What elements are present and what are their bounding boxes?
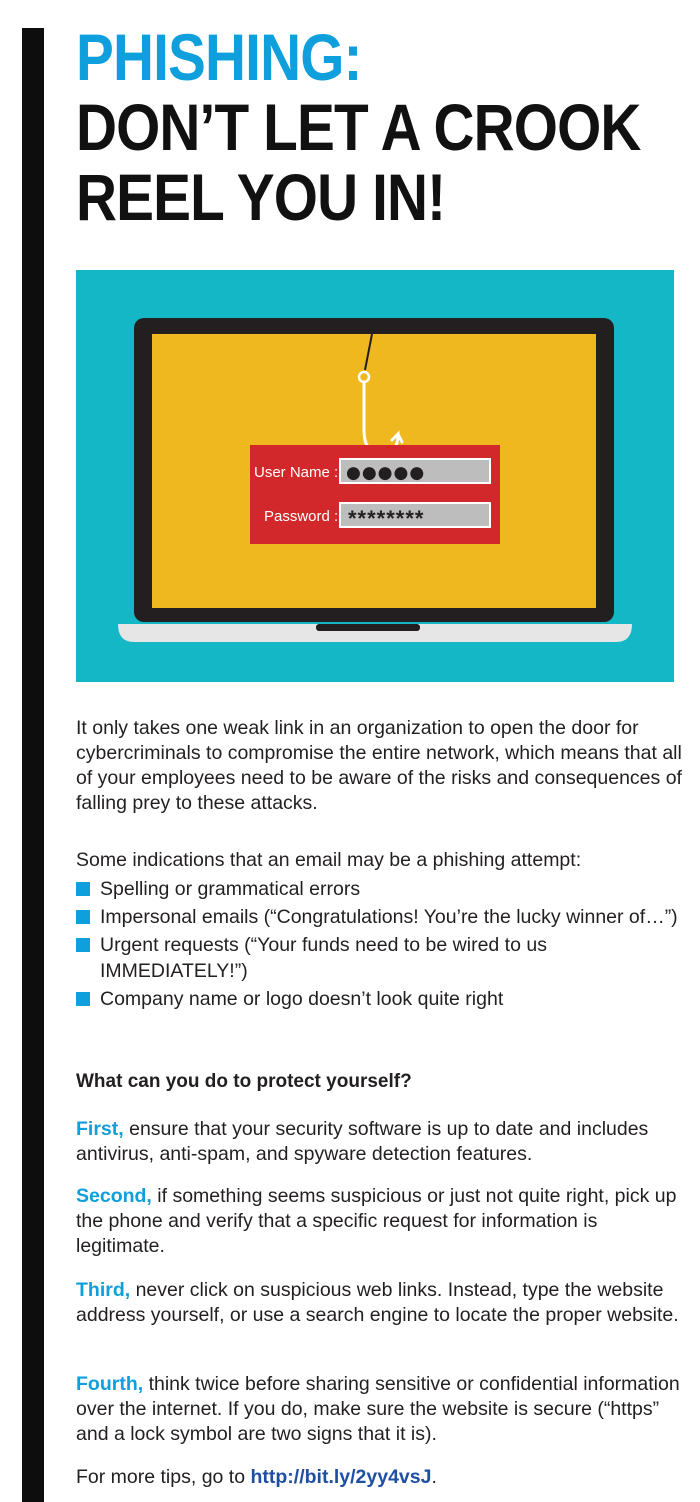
bullet-square-icon [76, 882, 90, 896]
more-tips [76, 1465, 437, 1490]
intro-paragraph: It only takes one weak link in an organization to open the door for cybercriminals to compromise the entire network, which means that all of your employees need to be aware of the risks and consequences of falling prey to these attacks. [76, 717, 682, 814]
title-line-3: REEL YOU IN! [76, 160, 446, 234]
list-item: Impersonal emails (“Congratulations! You’re the lucky winner of…”) [76, 904, 686, 930]
tip-lead: Second, [76, 1185, 152, 1207]
tip-first [76, 1117, 686, 1167]
indications-intro: Some indications that an email may be a phishing attempt: [76, 849, 582, 871]
page-title [76, 22, 696, 232]
more-tips-prefix: For more tips, go to [76, 1466, 251, 1488]
bullet-square-icon [76, 910, 90, 924]
tip-text: ensure that your security software is up to date and includes antivirus, anti-spam, and spyware detection features. [76, 1118, 649, 1165]
tip-lead: First, [76, 1118, 124, 1140]
list-item: Spelling or grammatical errors [76, 876, 686, 902]
tip-lead: Fourth, [76, 1373, 144, 1395]
title-line-1: PHISHING: [76, 20, 362, 94]
bullet-square-icon [76, 938, 90, 952]
laptop-notch [316, 624, 420, 631]
phishing-illustration [76, 270, 674, 682]
list-item: Urgent requests (“Your funds need to be wired to us IMMEDIATELY!”) [76, 932, 686, 984]
left-accent-bar [22, 28, 44, 1502]
password-label: Password : [264, 508, 339, 525]
tip-second [76, 1184, 686, 1259]
tip-text: if something seems suspicious or just not quite right, pick up the phone and verify that a specific request for information is legitimate. [76, 1185, 677, 1257]
laptop-hook-illustration [76, 270, 674, 682]
indications-list [76, 876, 686, 1014]
list-item: Company name or logo doesn’t look quite right [76, 986, 686, 1012]
tip-fourth [76, 1372, 686, 1447]
tip-text: think twice before sharing sensitive or confidential information over the internet. If you do, make sure the website is secure (“https” and a lock symbol are two signs that it is). [76, 1373, 680, 1445]
tip-lead: Third, [76, 1279, 131, 1301]
more-tips-suffix: . [431, 1466, 437, 1488]
username-dots: ●●●●● [346, 463, 426, 483]
bullet-square-icon [76, 992, 90, 1006]
tip-third [76, 1278, 686, 1328]
protect-heading: What can you do to protect yourself? [76, 1071, 412, 1092]
tip-text: never click on suspicious web links. Instead, type the website address yourself, or use a search engine to locate the proper website. [76, 1279, 679, 1326]
more-tips-link[interactable]: http://bit.ly/2yy4vsJ [250, 1466, 432, 1488]
username-label: User Name : [254, 464, 339, 481]
password-stars: ******** [348, 506, 425, 531]
title-line-2: DON’T LET A CROOK [76, 90, 641, 164]
